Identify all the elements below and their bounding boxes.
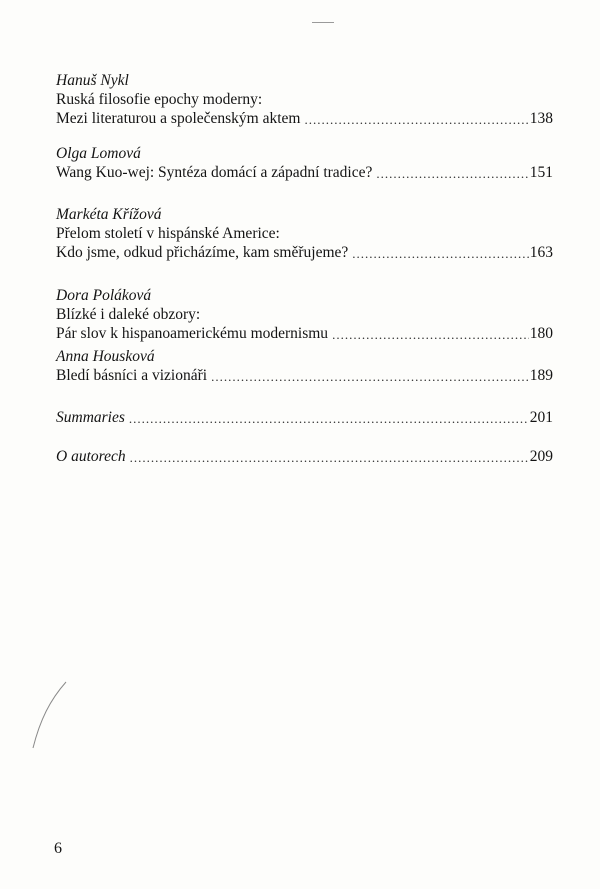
entry-title-line: Bledí básníci a vizionáři (56, 367, 208, 384)
entry-author: Anna Housková (56, 348, 155, 365)
dot-leader (130, 449, 529, 466)
toc-entry (56, 286, 553, 343)
entry-title-with-page[interactable] (56, 366, 553, 385)
summaries-page-number: 201 (529, 409, 553, 426)
entry-title-with-page[interactable] (56, 243, 553, 262)
toc-entry-summaries (56, 408, 553, 427)
entry-title-line: Ruská filosofie epochy moderny: (56, 91, 263, 108)
entry-page-number: 151 (529, 164, 553, 181)
toc-entry (56, 347, 553, 385)
entry-author: Markéta Křížová (56, 206, 162, 223)
entry-page-number: 138 (529, 110, 553, 127)
dot-leader (304, 111, 528, 128)
entry-title-line: Pár slov k hispanoamerickému modernismu (56, 325, 329, 342)
entry-title-line: Mezi literaturou a společenským aktem (56, 110, 301, 127)
entry-author: Hanuš Nykl (56, 72, 129, 89)
summaries-title: Summaries (56, 409, 125, 426)
dot-leader (211, 368, 529, 385)
entry-page-number: 163 (529, 244, 553, 261)
entry-title-with-page[interactable] (56, 109, 553, 128)
entry-page-number: 189 (529, 367, 553, 384)
dot-leader (352, 245, 528, 262)
entry-title-line: Blízké i daleké obzory: (56, 306, 201, 323)
page-number: 6 (54, 840, 62, 857)
authors-title: O autorech (56, 448, 126, 465)
toc-entry (56, 205, 553, 262)
entry-title-with-page[interactable] (56, 163, 553, 182)
toc-entry (56, 144, 553, 182)
entry-author: Dora Poláková (56, 287, 152, 304)
dot-leader (376, 165, 528, 182)
entry-author: Olga Lomová (56, 145, 141, 162)
entry-title-with-page[interactable] (56, 324, 553, 343)
dot-leader (332, 326, 529, 343)
entry-page-number: 180 (529, 325, 553, 342)
summaries-line[interactable] (56, 408, 553, 427)
entry-title-line: Wang Kuo-wej: Syntéza domácí a západní tradice? (56, 164, 373, 181)
dot-leader (129, 410, 529, 427)
toc-entry (56, 71, 553, 128)
entry-title-line: Přelom století v hispánské Americe: (56, 225, 280, 242)
toc-entry-authors (56, 447, 553, 466)
scan-mark-dash (312, 22, 334, 23)
authors-line[interactable] (56, 447, 553, 466)
authors-page-number: 209 (529, 448, 553, 465)
entry-title-line: Kdo jsme, odkud přicházíme, kam směřujeme? (56, 244, 349, 261)
